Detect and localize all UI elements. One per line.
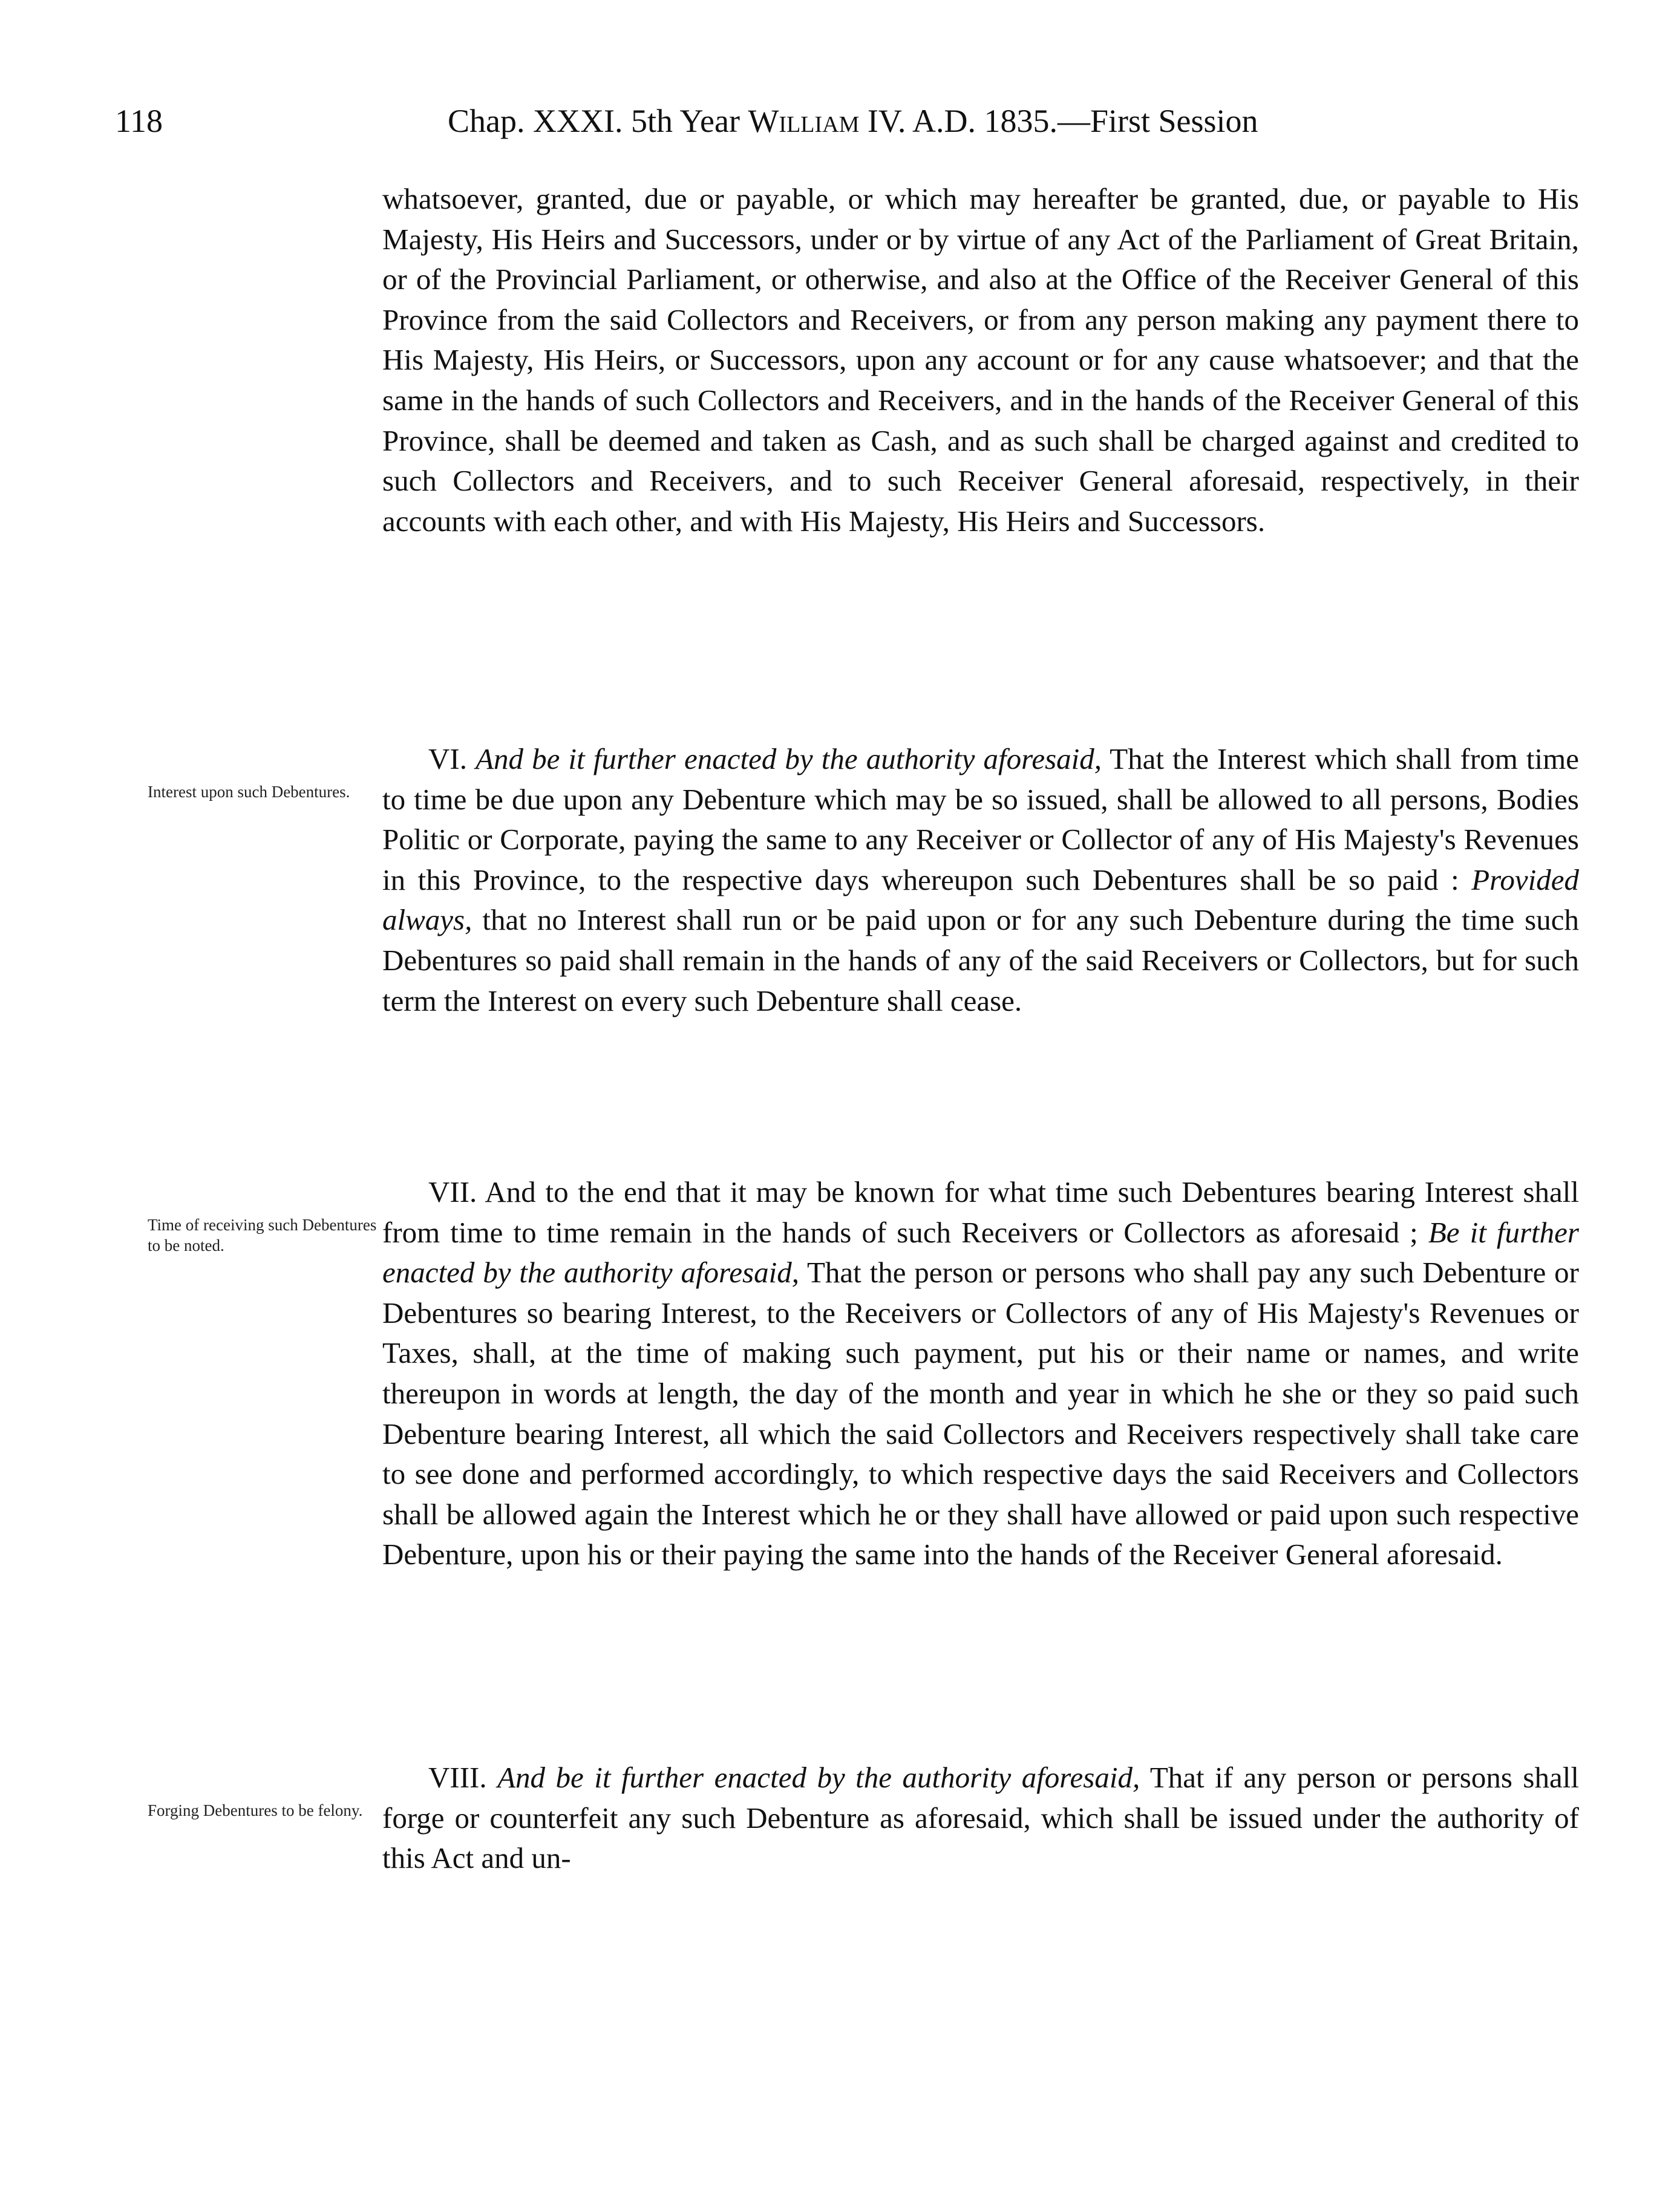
section-viii-numeral: VIII. bbox=[428, 1761, 487, 1794]
section-vii-text-a: And to the end that it may be known for what time such Debentures bearing Interest shall from time to time remain in the hands of such Receivers or Collectors as aforesaid ; bbox=[382, 1175, 1580, 1249]
monarch-name: William bbox=[748, 103, 860, 139]
section-viii-text-a: That if any person or persons shall forge or counterfeit any such Debenture as aforesaid, which shall be issued under the authority of this Act and un- bbox=[382, 1761, 1579, 1875]
section-vii-paragraph bbox=[382, 1172, 1579, 1575]
section-vii bbox=[382, 1172, 1579, 1575]
section-vi-text-a: That the Interest which shall from time to time be due upon any Debenture which may be so issued, shall be allowed to all persons, Bodies Politic or Corporate, paying the same to any Receiver or Collector of any of His Majesty's Revenues in this Province, to the respective days whereupon such Debentures shall be so paid : bbox=[382, 742, 1579, 896]
page-number: 118 bbox=[115, 103, 163, 139]
section-vi-numeral: VI. bbox=[428, 742, 467, 775]
section-viii-paragraph bbox=[382, 1758, 1579, 1879]
chapter-label: Chap. XXXI. 5th Year bbox=[448, 103, 740, 139]
margin-note-interest: Interest upon such Debentures. bbox=[148, 783, 350, 801]
section-viii bbox=[382, 1758, 1579, 1879]
margin-note-time-of-receiving: Time of receiving such Debentures to be noted. bbox=[148, 1216, 377, 1254]
section-vi-paragraph bbox=[382, 739, 1579, 1021]
section-vi-proviso: Provided always, bbox=[382, 863, 1579, 937]
regnal-year: IV. A.D. 1835.—First Session bbox=[867, 103, 1258, 139]
section-vii-enacting-clause: Be it further enacted by the authority aforesaid, bbox=[382, 1215, 1579, 1290]
section-vii-numeral: VII. bbox=[428, 1175, 477, 1209]
margin-note-forging: Forging Debentures to be felony. bbox=[148, 1801, 363, 1819]
continuation-paragraph: whatsoever, granted, due or payable, or which may hereafter be granted, due, or payable to His Majesty, His Heirs and Successors, under or by virtue of any Act of the Parliament of Great Britain, or of the Provincial Parliament, or otherwise, and also at the Office of the Receiver General of this Province from the said Collectors and Receivers, or from any person making any payment there to His Majesty, His Heirs, or Successors, upon any account or for any cause whatsoever; and that the same in the hands of such Collectors and Receivers, and in the hands of the Receiver General of this Province, shall be deemed and taken as Cash, and as such shall be charged against and credited to such Collectors and Receivers, and to such Receiver General aforesaid, respectively, in their accounts with each other, and with His Majesty, His Heirs and Successors. bbox=[382, 182, 1579, 538]
running-title bbox=[448, 102, 1258, 140]
section-viii-enacting-clause: And be it further enacted by the authority aforesaid, bbox=[497, 1761, 1140, 1794]
section-vi-enacting-clause: And be it further enacted by the authority aforesaid, bbox=[476, 742, 1102, 775]
section-vi-text-b: that no Interest shall run or be paid upon or for any such Debenture during the time such Debentures so paid shall remain in the hands of any of the said Receivers or Collectors, but for such term the Interest on every such Debenture shall cease. bbox=[382, 903, 1579, 1017]
running-header bbox=[0, 102, 1677, 150]
section-vi bbox=[382, 739, 1579, 1021]
section-vii-text-b: That the person or persons who shall pay any such Debenture or Debentures so bearing Interest, to the Receivers or Collectors of any of His Majesty's Revenues or Taxes, shall, at the time of making such payment, put his or their name or names, and write thereupon in words at length, the day of the month and year in which he she or they so paid such Debenture bearing Interest, all which the said Collectors and Receivers respectively shall take care to see done and performed accordingly, to which respective days the said Receivers and Collectors shall be allowed again the Interest which he or they shall have allowed or paid upon such respective Debenture, upon his or their paying the same into the hands of the Receiver General aforesaid. bbox=[382, 1256, 1579, 1571]
continuation-block bbox=[382, 179, 1579, 541]
